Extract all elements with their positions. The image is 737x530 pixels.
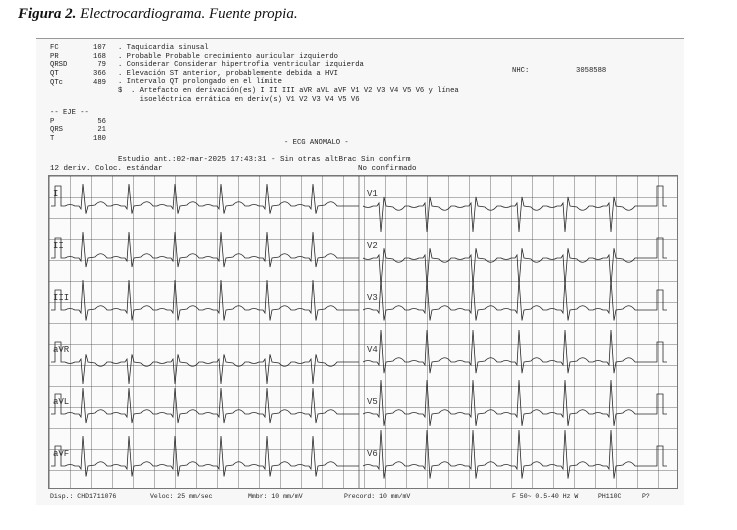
interpretation-line: . Probable Probable crecimiento auricular izquierdo xyxy=(118,52,338,61)
footer-filter: F 50~ 0.5-40 Hz W xyxy=(512,493,579,500)
precordial-lead-label: V6 xyxy=(367,449,378,459)
footer-limb-gain: Mmbr: 10 mm/mV xyxy=(248,493,303,500)
precordial-lead-trace xyxy=(363,380,667,426)
precordial-lead-label: V1 xyxy=(367,189,378,199)
caption-text: Electrocardiograma. Fuente propia. xyxy=(80,6,298,22)
precordial-lead-trace xyxy=(363,430,667,479)
ecg-status: - ECG ANOMALO - xyxy=(284,139,349,147)
axis-title: -- EJE -- xyxy=(50,109,89,117)
limb-lead-trace xyxy=(51,388,359,423)
caption-label: Figura 2. xyxy=(18,6,77,22)
interpretation-block xyxy=(118,44,459,104)
measurement-row: QTc 489 xyxy=(50,78,106,87)
axis-row: QRS 21 xyxy=(50,126,106,135)
limb-lead-trace xyxy=(51,280,359,321)
precordial-lead-trace xyxy=(363,330,667,373)
footer-precordial-gain: Precord: 10 mm/mV xyxy=(344,493,411,500)
ecg-trace-grid xyxy=(48,175,678,489)
limb-lead-trace xyxy=(51,184,359,214)
precordial-lead-trace xyxy=(363,238,667,286)
axis-row: T 180 xyxy=(50,135,106,144)
footer-device-model: PH110C xyxy=(598,493,622,500)
limb-lead-trace xyxy=(51,436,359,477)
precordial-lead-trace xyxy=(363,186,667,232)
interpretation-line: . Taquicardia sinusal xyxy=(118,44,209,52)
precordial-lead-trace xyxy=(363,280,667,321)
limb-lead-label: aVF xyxy=(53,449,70,459)
footer-speed: Veloc: 25 mm/sec xyxy=(150,493,213,500)
measurement-row: QRSD 79 xyxy=(50,61,106,70)
unconfirmed-label: No confirmado xyxy=(358,165,417,173)
ecg-traces xyxy=(49,176,677,488)
precordial-lead-label: V5 xyxy=(367,397,378,407)
footer-device-id: Disp.: CHD1711076 xyxy=(50,493,117,500)
interpretation-line: isoeléctrica errática en deriv(s) V1 V2 V3 V4 V5 V6 xyxy=(118,95,360,104)
measurement-row: FC 107 xyxy=(50,44,106,52)
ecg-printout xyxy=(36,38,684,505)
limb-lead-label: aVR xyxy=(53,345,70,355)
figure-caption xyxy=(18,6,298,23)
precordial-lead-label: V4 xyxy=(367,345,378,355)
nhc-label: NHC: xyxy=(512,67,530,75)
footer-extra: P? xyxy=(642,493,650,500)
limb-lead-trace xyxy=(51,232,359,267)
precordial-lead-label: V3 xyxy=(367,293,378,303)
limb-lead-label: III xyxy=(53,293,70,303)
measurement-row: PR 168 xyxy=(50,52,106,61)
interpretation-line: . Elevación ST anterior, probablemente debida a HVI xyxy=(118,69,338,78)
limb-lead-label: II xyxy=(53,241,64,251)
axis-block xyxy=(50,109,106,144)
nhc-value: 3058588 xyxy=(576,67,607,75)
measurement-row: QT 366 xyxy=(50,70,106,79)
limb-lead-trace xyxy=(51,342,359,384)
limb-lead-label: I xyxy=(53,189,59,199)
interpretation-line: $ . Artefacto en derivación(es) I II III aVR aVL aVF V1 V2 V3 V4 V5 V6 y línea xyxy=(118,86,459,95)
previous-study-line: Estudio ant.:02-mar-2025 17:43:31 - Sin otras altBrac Sin confirm xyxy=(118,156,411,164)
precordial-lead-label: V2 xyxy=(367,241,378,251)
axis-row: P 56 xyxy=(50,117,106,126)
leads-placement: 12 deriv. Coloc. estándar xyxy=(50,165,163,173)
interpretation-line: . Intervalo QT prolongado en el límite xyxy=(118,78,282,87)
interpretation-line: . Considerar Considerar hipertrofia ventricular izquierda xyxy=(118,61,364,70)
measurements-block xyxy=(50,44,106,88)
limb-lead-label: aVL xyxy=(53,397,70,407)
